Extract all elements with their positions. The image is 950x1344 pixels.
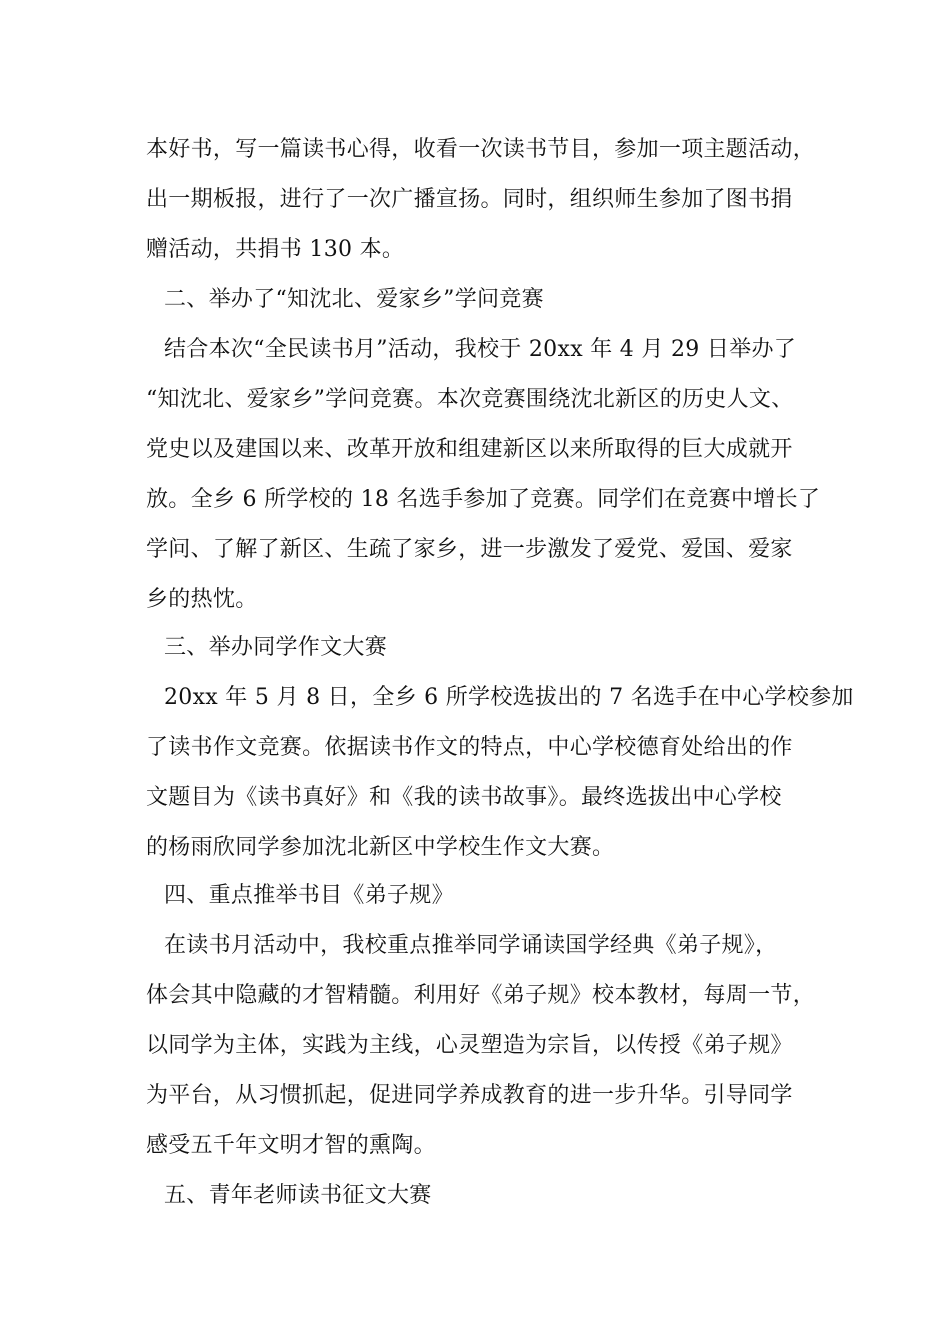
section-heading: 四、重点推举书目《弟子规》 (164, 883, 454, 908)
text-line: 了读书作文竞赛。依据读书作文的特点，中心学校德育处给出的作 (146, 735, 793, 760)
text-line: 感受五千年文明才智的熏陶。 (146, 1133, 436, 1158)
text-line: 本好书，写一篇读书心得，收看一次读书节目，参加一项主题活动， (146, 137, 816, 162)
text-line: 在读书月活动中，我校重点推举同学诵读国学经典《弟子规》， (164, 933, 778, 958)
text-line: 学问、了解了新区、生疏了家乡，进一步激发了爱党、爱国、爱家 (146, 537, 793, 562)
text-line: 的杨雨欣同学参加沈北新区中学校生作文大赛。 (146, 835, 615, 860)
section-heading: 五、青年老师读书征文大赛 (164, 1183, 432, 1208)
text-line: 20xx 年 5 月 8 日，全乡 6 所学校选拔出的 7 名选手在中心学校参加 (164, 685, 854, 710)
section-heading: 二、举办了“知沈北、爱家乡”学问竞赛 (164, 287, 544, 312)
text-line: 结合本次“全民读书月”活动，我校于 20xx 年 4 月 29 日举办了 (164, 337, 797, 362)
text-line: 以同学为主体，实践为主线，心灵塑造为宗旨，以传授《弟子规》 (146, 1033, 793, 1058)
text-line: 出一期板报，进行了一次广播宣扬。同时，组织师生参加了图书捐 (146, 187, 793, 212)
text-line: 体会其中隐藏的才智精髓。利用好《弟子规》校本教材，每周一节， (146, 983, 816, 1008)
section-heading: 三、举办同学作文大赛 (164, 635, 388, 660)
text-line: “知沈北、爱家乡”学问竞赛。本次竞赛围绕沈北新区的历史人文、 (146, 387, 794, 412)
text-line: 乡的热忱。 (146, 587, 258, 612)
text-line: 赠活动，共捐书 130 本。 (146, 237, 405, 262)
text-line: 党史以及建国以来、改革开放和组建新区以来所取得的巨大成就开 (146, 437, 793, 462)
text-line: 放。全乡 6 所学校的 18 名选手参加了竞赛。同学们在竞赛中增长了 (146, 487, 821, 512)
text-line: 为平台，从习惯抓起，促进同学养成教育的进一步升华。引导同学 (146, 1083, 793, 1108)
text-line: 文题目为《读书真好》和《我的读书故事》。最终选拔出中心学校 (146, 785, 782, 810)
